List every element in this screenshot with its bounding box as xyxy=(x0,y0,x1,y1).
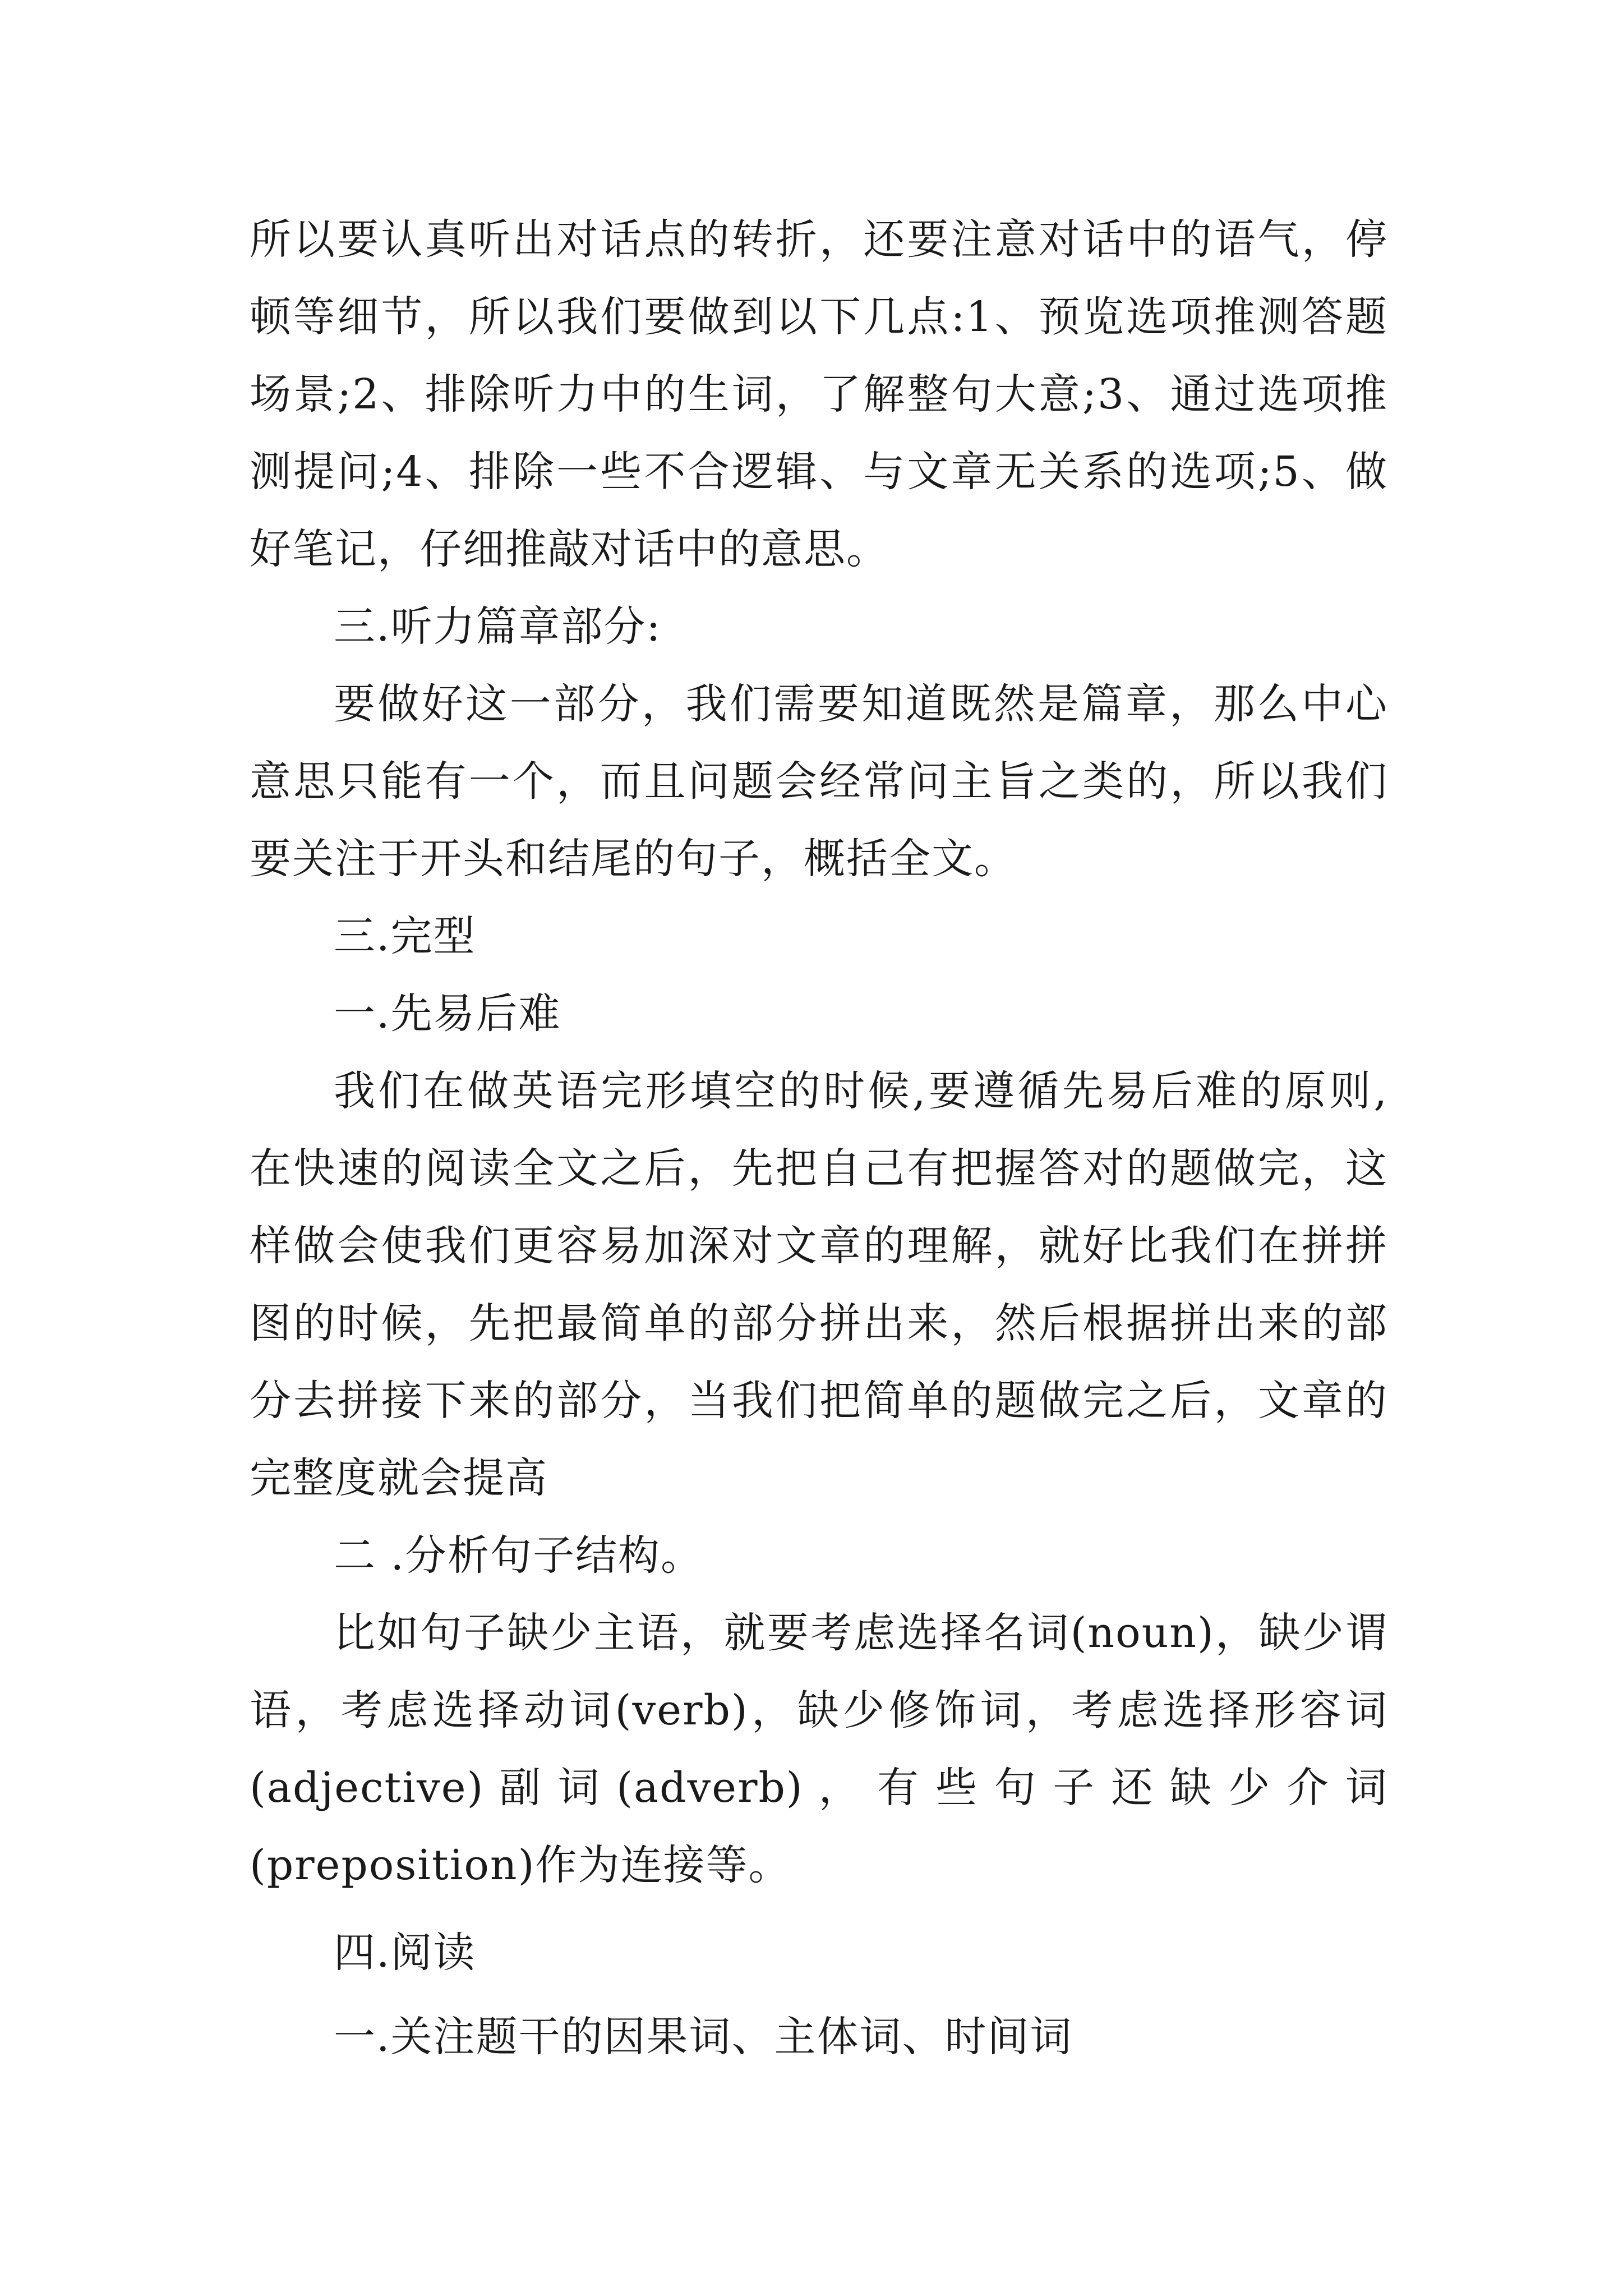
text-line: 要关注于开头和结尾的句子，概括全文。 xyxy=(250,835,1017,883)
paragraph-listening-passage xyxy=(250,665,1388,898)
subsection-heading-easy-first: 一.先易后难 xyxy=(334,990,561,1038)
subsection-heading-sentence-structure: 二 .分析句子结构。 xyxy=(334,1531,704,1580)
section-heading-listening-passage: 三.听力篇章部分: xyxy=(334,602,662,651)
section-heading-cloze: 三.完型 xyxy=(334,912,476,960)
section-heading-reading: 四.阅读 xyxy=(334,1929,476,1977)
text-line: 好笔记，仔细推敲对话中的意思。 xyxy=(250,525,889,573)
text-line: 完整度就会提高 xyxy=(250,1454,548,1502)
text-line: 语，考虑选择动词(verb)，缺少修饰词，考虑选择形容词 xyxy=(250,1686,1388,1734)
text-line: 所以要认真听出对话点的转折，还要注意对话中的语气，停 xyxy=(250,215,1388,264)
text-line: 我们在做英语完形填空的时候,要遵循先易后难的原则, xyxy=(334,1067,1388,1115)
text-line: (adjective) 副 词 (adverb) ， 有 些 句 子 还 缺 少 介 词 xyxy=(250,1764,1388,1812)
text-line: (preposition)作为连接等。 xyxy=(250,1841,791,1889)
subsection-heading-keywords: 一.关注题干的因果词、主体词、时间词 xyxy=(334,2013,1073,2061)
text-line: 样做会使我们更容易加深对文章的理解，就好比我们在拼拼 xyxy=(250,1222,1388,1270)
document-body xyxy=(250,201,1388,2076)
text-line: 场景;2、排除听力中的生词，了解整句大意;3、通过选项推 xyxy=(250,370,1388,418)
text-line: 分去拼接下来的部分，当我们把简单的题做完之后，文章的 xyxy=(250,1377,1388,1425)
text-line: 要做好这一部分，我们需要知道既然是篇章，那么中心 xyxy=(334,680,1388,728)
text-line: 顿等细节，所以我们要做到以下几点:1、预览选项推测答题 xyxy=(250,293,1388,341)
paragraph-easy-first xyxy=(250,1052,1388,1517)
text-line: 在快速的阅读全文之后，先把自己有把握答对的题做完，这 xyxy=(250,1144,1388,1193)
text-line: 意思只能有一个，而且问题会经常问主旨之类的，所以我们 xyxy=(250,757,1388,806)
paragraph-sentence-structure xyxy=(250,1594,1388,1904)
text-line: 测提问;4、排除一些不合逻辑、与文章无关系的选项;5、做 xyxy=(250,448,1388,496)
text-line: 比如句子缺少主语，就要考虑选择名词(noun)，缺少谓 xyxy=(334,1609,1388,1657)
text-line: 图的时候，先把最简单的部分拼出来，然后根据拼出来的部 xyxy=(250,1299,1388,1347)
paragraph-listening-tips xyxy=(250,201,1388,588)
